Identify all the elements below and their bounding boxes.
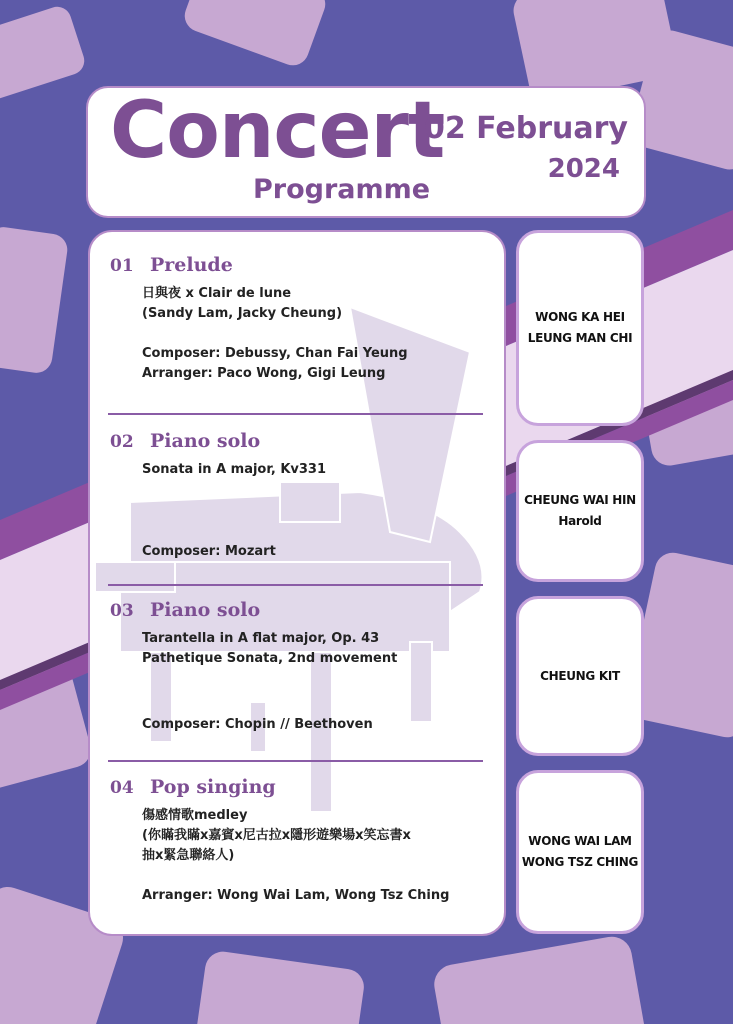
section-divider [108,584,483,586]
item-title: 抽x緊急聯絡人) [142,848,235,863]
concert-year: 2024 [547,154,620,184]
programme-item-04 [110,776,495,906]
performer-card-04 [516,770,644,934]
item-number: 01 [110,256,134,276]
item-credit: Composer: Mozart [142,544,276,559]
item-credit: Composer: Debussy, Chan Fai Yeung [142,346,408,361]
programme-item-03 [110,599,495,735]
item-heading [110,430,495,452]
header-card [86,86,646,218]
programme-item-01 [110,254,495,384]
performer-card-02 [516,440,644,582]
item-title: (你瞞我瞞x嘉賓x尼古拉x隱形遊樂場x笑忘書x [142,828,411,843]
item-title: Pathetique Sonata, 2nd movement [142,651,398,666]
performer-name: WONG TSZ CHING [521,855,639,869]
item-number: 04 [110,778,134,798]
concert-date: 02 February [423,111,628,146]
item-title: (Sandy Lam, Jacky Cheung) [142,306,343,321]
item-credit: Arranger: Paco Wong, Gigi Leung [142,366,386,381]
item-title: 日與夜 x Clair de lune [142,286,292,301]
item-credit: Composer: Chopin // Beethoven [142,717,373,732]
performer-name: CHEUNG WAI HIN [524,493,636,507]
item-credit: Arranger: Wong Wai Lam, Wong Tsz Ching [142,888,450,903]
section-divider [108,413,483,415]
item-heading [110,254,495,276]
section-divider [108,760,483,762]
performer-name: WONG WAI LAM [528,834,632,848]
item-title: Sonata in A major, Kv331 [142,462,327,477]
item-heading [110,776,495,798]
item-heading [110,599,495,621]
performer-name: WONG KA HEI [535,310,625,324]
programme-card [88,230,506,936]
programme-subtitle: Programme [253,174,431,205]
item-title: Tarantella in A flat major, Op. 43 [142,631,380,646]
performer-name: LEUNG MAN CHI [527,331,633,345]
item-title: 傷感情歌medley [142,808,248,823]
programme-item-02 [110,430,495,562]
performer-card-01 [516,230,644,426]
item-category: Piano solo [150,599,261,621]
concert-title: Concert [110,86,445,176]
item-number: 03 [110,601,134,621]
item-category: Pop singing [150,776,276,798]
item-number: 02 [110,432,134,452]
item-category: Prelude [150,254,233,276]
performer-name: Harold [558,514,602,528]
performer-card-03 [516,596,644,756]
item-category: Piano solo [150,430,261,452]
performer-name: CHEUNG KIT [540,668,620,683]
